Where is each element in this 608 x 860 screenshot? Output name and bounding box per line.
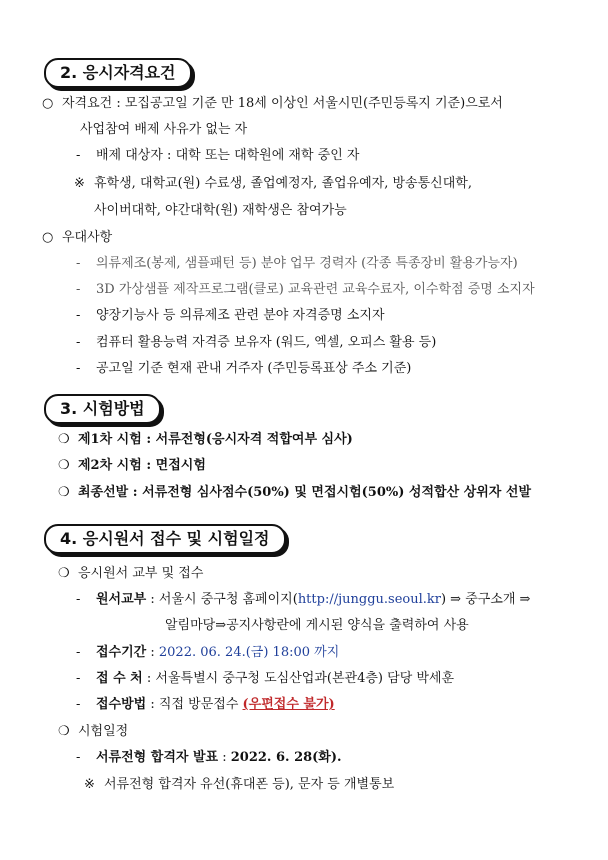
method-value: 직접 방문접수 xyxy=(158,697,243,712)
dash-bullet: - xyxy=(76,592,81,607)
dash-bullet: - xyxy=(76,361,81,376)
notification-text: 서류전형 합격자 유선(휴대폰 등), 문자 등 개별통보 xyxy=(104,777,395,792)
preference-text: 의류제조(봉제, 샘플패턴 등) 분야 업무 경력자 (각종 특종장비 활용가능자) xyxy=(96,256,518,271)
exam-text: 제1차 시험 : 서류전형(응시자격 적합여부 심사) xyxy=(78,432,353,447)
dash-bullet: - xyxy=(76,148,81,163)
preference-item xyxy=(76,281,535,299)
dash-bullet: - xyxy=(76,282,81,297)
place-label: 접 수 처 xyxy=(96,671,143,686)
place-line xyxy=(76,670,454,688)
distribution-text-b: ) ⇒ 중구소개 ⇒ xyxy=(440,592,531,607)
exclusion-line xyxy=(76,147,359,165)
result-label: 서류전형 합격자 발표 xyxy=(96,750,219,765)
dash-bullet: - xyxy=(76,671,81,686)
result-value: 2022. 6. 28(화). xyxy=(230,750,342,765)
preference-item xyxy=(76,307,385,325)
dash-bullet: - xyxy=(76,645,81,660)
apply-heading xyxy=(58,565,203,583)
note-line-1 xyxy=(74,175,472,193)
dash-bullet: - xyxy=(76,308,81,323)
result-separator: : xyxy=(218,750,231,765)
period-value: 2022. 06. 24.(금) 18:00 까지 xyxy=(158,645,340,660)
exam-text: 최종선발 : 서류전형 심사점수(50%) 및 면접시험(50%) 성적합산 상위자 선발 xyxy=(78,485,532,500)
section-4-heading: 4. 응시원서 접수 및 시험일정 xyxy=(44,524,286,554)
period-separator: : xyxy=(146,645,159,660)
distribution-text-a: 서울시 중구청 홈페이지( xyxy=(158,592,298,607)
exclusion-text: 배제 대상자 : 대학 또는 대학원에 재학 중인 자 xyxy=(96,148,360,163)
schedule-heading xyxy=(58,723,128,741)
preference-text: 컴퓨터 활용능력 자격증 보유자 (워드, 엑셀, 오피스 활용 등) xyxy=(96,335,437,350)
qualification-text-1: 자격요건 : 모집공고일 기준 만 18세 이상인 서울시민(주민등록지 기준)으로서 xyxy=(62,96,503,111)
method-line xyxy=(76,696,335,714)
result-line xyxy=(76,749,342,767)
method-separator: : xyxy=(146,697,159,712)
note-mark-icon: ※ xyxy=(74,176,85,191)
preference-text: 공고일 기준 현재 관내 거주자 (주민등록표상 주소 기준) xyxy=(96,361,412,376)
circle-bullet-icon: ○ xyxy=(42,230,54,245)
circle-bullet-icon: ❍ xyxy=(58,458,70,473)
exam-item xyxy=(58,431,353,449)
note-line-2: 사이버대학, 야간대학(원) 재학생은 참여가능 xyxy=(94,203,347,218)
preference-text: 3D 가상샘플 제작프로그램(클로) 교육관련 교육수료자, 이수학점 증명 소지자 xyxy=(96,282,535,297)
preference-title: 우대사항 xyxy=(62,230,113,245)
preference-item xyxy=(76,255,518,273)
apply-title: 응시원서 교부 및 접수 xyxy=(78,566,204,581)
circle-bullet-icon: ❍ xyxy=(58,432,70,447)
dash-bullet: - xyxy=(76,697,81,712)
preference-item xyxy=(76,360,411,378)
circle-bullet-icon: ❍ xyxy=(58,566,70,581)
section-2-heading: 2. 응시자격요건 xyxy=(44,58,192,88)
period-line xyxy=(76,644,339,662)
schedule-title: 시험일정 xyxy=(78,724,129,739)
method-warning: (우편접수 불가) xyxy=(242,697,335,712)
method-label: 접수방법 xyxy=(96,697,147,712)
distribution-line-2: 알림마당⇒공지사항란에 게시된 양식을 출력하여 사용 xyxy=(165,618,469,633)
note-text-1: 휴학생, 대학교(원) 수료생, 졸업예정자, 졸업유예자, 방송통신대학, xyxy=(94,176,472,191)
notification-line xyxy=(84,776,394,794)
preference-item xyxy=(76,334,436,352)
preference-heading xyxy=(42,229,112,247)
qualification-line-1 xyxy=(42,95,503,113)
exam-item xyxy=(58,484,531,502)
preference-text: 양장기능사 등 의류제조 관련 분야 자격증명 소지자 xyxy=(96,308,385,323)
dash-bullet: - xyxy=(76,256,81,271)
section-3-heading: 3. 시험방법 xyxy=(44,394,161,424)
circle-bullet-icon: ❍ xyxy=(58,485,70,500)
homepage-link[interactable]: http://junggu.seoul.kr xyxy=(297,592,441,607)
place-value: 서울특별시 중구청 도심산업과(본관4층) 담당 박세훈 xyxy=(155,671,455,686)
place-separator: : xyxy=(142,671,156,686)
dash-bullet: - xyxy=(76,750,81,765)
period-label: 접수기간 xyxy=(96,645,147,660)
exam-text: 제2차 시험 : 면접시험 xyxy=(78,458,206,473)
exam-item xyxy=(58,457,206,475)
note-mark-icon: ※ xyxy=(84,777,95,792)
circle-bullet-icon: ❍ xyxy=(58,724,70,739)
distribution-label: 원서교부 xyxy=(96,592,147,607)
distribution-line-1 xyxy=(76,591,530,609)
qualification-line-2: 사업참여 배제 사유가 없는 자 xyxy=(80,122,248,137)
dash-bullet: - xyxy=(76,335,81,350)
distribution-separator: : xyxy=(146,592,159,607)
circle-bullet-icon: ○ xyxy=(42,96,54,111)
